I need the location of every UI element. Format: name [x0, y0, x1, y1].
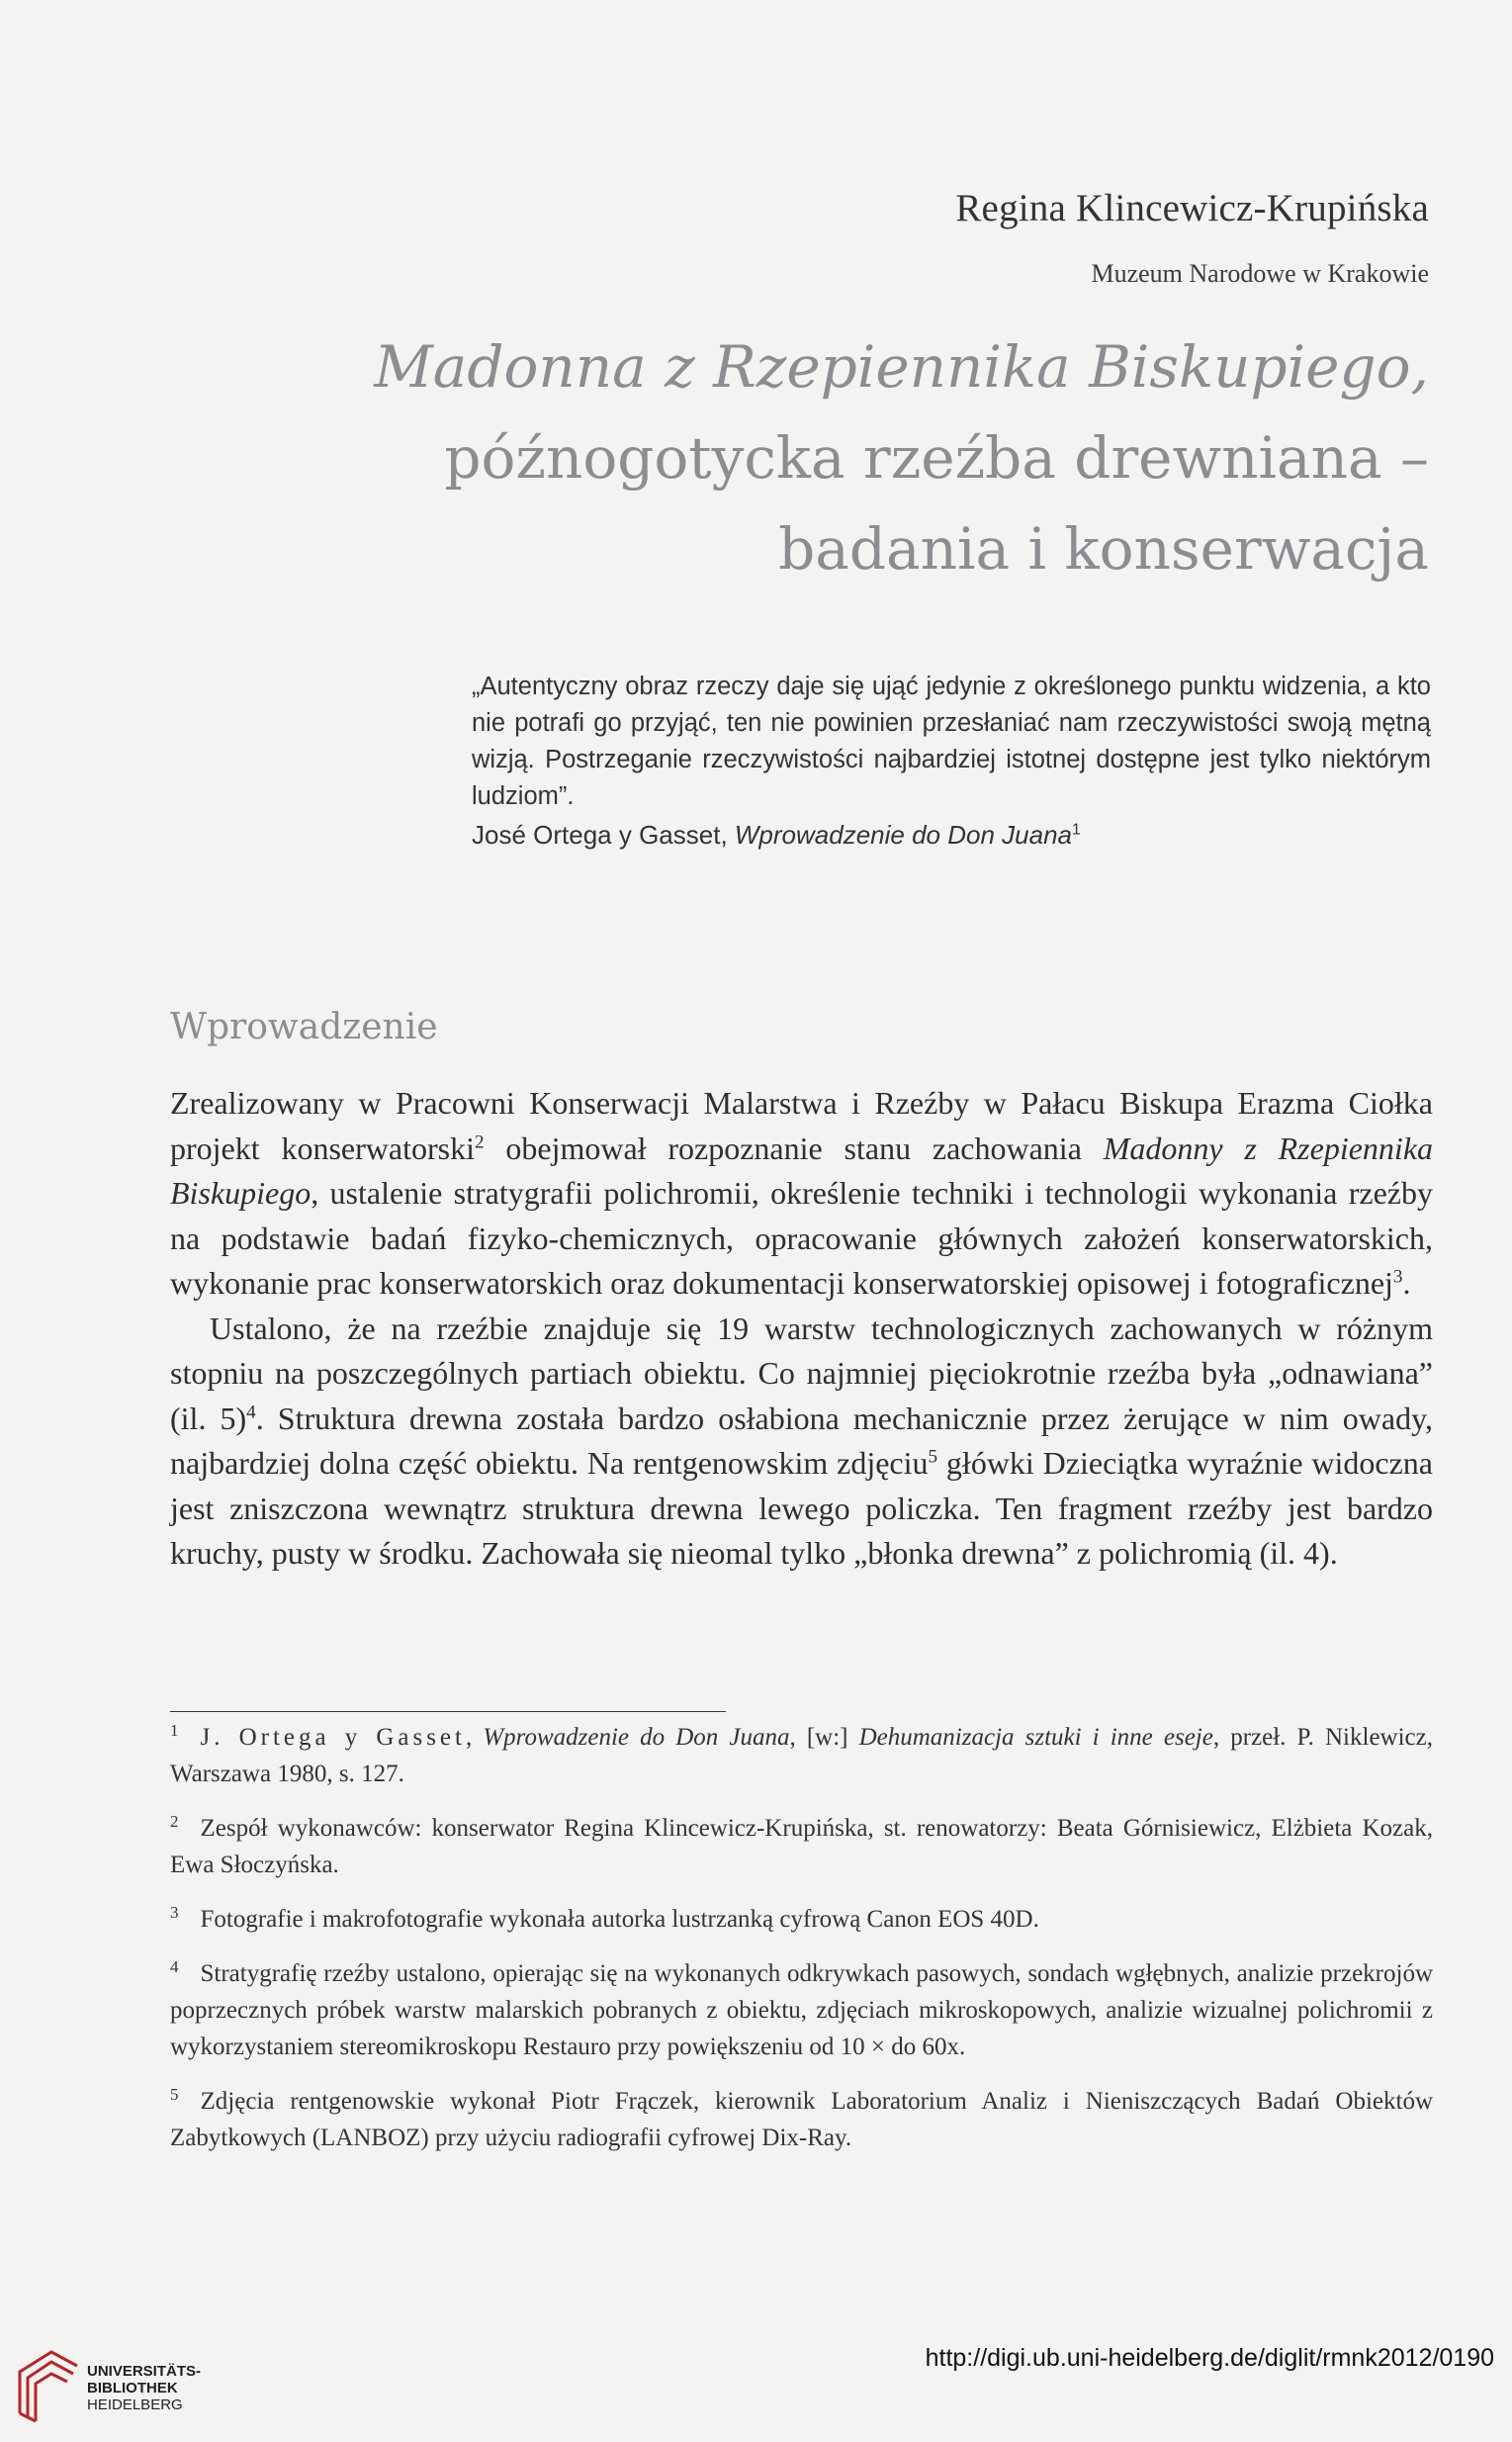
footnote-3 [170, 1901, 1433, 1938]
text-run: . [1402, 1265, 1411, 1301]
title-line-1: Madonna z Rzepiennika Biskupiego, [374, 333, 1429, 401]
paragraph-2 [170, 1307, 1433, 1577]
logo-line: HEIDELBERG [87, 2397, 183, 2413]
paragraph-1 [170, 1081, 1433, 1307]
italic-title: Wprowadzenie do Don Juana [483, 1724, 790, 1751]
italic-title: Dehumanizacja sztuki i inne eseje [858, 1724, 1213, 1751]
footnote-text: Zespół wykonawców: konserwator Regina Klincewicz-Krupińska, st. renowatorzy: Beata Górnisiewicz, Elżbieta Kozak, Ewa Słoczyńska. [170, 1815, 1433, 1878]
italic-title: Madonny z Rzepiennika Biskupiego [170, 1130, 1434, 1211]
footnote-author: J. Ortega y Gasset [200, 1724, 466, 1751]
text-run: Ustalono, że na rzeźbie znajduje się 19 warstw technologicznych zachowanych w różnym stopniu na poszczególnych partiach obiektu. Co najmniej pięciokrotnie rzeźba była „odnawiana” (il. 5) [170, 1310, 1433, 1436]
text-run: Zrealizowany w Pracowni Konserwacji Malarstwa i Rzeźby w Pałacu Biskupa Erazma Ciołka projekt konserwatorski [170, 1085, 1433, 1166]
epigraph-quote: „Autentyczny obraz rzeczy daje się ująć jedynie z określonego punktu widzenia, a kto nie potrafi go przyjąć, ten nie powinien przesłaniać nam rzeczywistości swoją mętną wizją. Postrzeganie rzeczywistości najbardziej istotnej dostępne jest tylko niektórym ludziom”. [472, 673, 1431, 810]
footnote-ref: 3 [1392, 1266, 1403, 1288]
author-name: Regina Klincewicz-Krupińska [955, 187, 1429, 229]
text-run: . Struktura drewna została bardzo osłabiona mechanicznie przez żerujące w nim owady, najbardziej dolna część obiektu. Na rentgenowskim zdjęciu [170, 1400, 1434, 1481]
body-text [170, 1081, 1433, 1577]
footnote-1 [170, 1719, 1433, 1792]
text-run: , przeł. P. Niklewicz, Warszawa 1980, s. 127. [170, 1724, 1433, 1787]
footnote-number: 5 [170, 2084, 179, 2104]
text-run: główki Dzieciątka wyraźnie widoczna jest zniszczona wewnątrz struktura drewna lewego policzka. Ten fragment rzeźby jest bardzo kruchy, pusty w środku. Zachowała się nieomal tylko „błonka drewna” z polichromią (il. 4). [170, 1445, 1433, 1571]
footnote-number: 1 [170, 1720, 179, 1740]
epigraph-author: José Ortega y Gasset, [472, 820, 735, 850]
text-run: obejmował rozpoznanie stanu zachowania [484, 1130, 1104, 1166]
title-line-2: późnogotycka rzeźba drewniana – [444, 424, 1429, 492]
epigraph-citation [472, 820, 1081, 851]
footnote-5 [170, 2083, 1433, 2156]
text-run: , ustalenie stratygrafii polichromii, określenie techniki i technologii wykonania rzeźby na podstawie badań fizyko-chemicznych, opracowanie głównych założeń konserwatorskich, wykonanie prac konserwatorskich oraz dokumentacji konserwatorskiej opisowej i fotograficznej [170, 1175, 1433, 1301]
logo-line: BIBLIOTHEK [87, 2380, 178, 2397]
epigraph-work: Wprowadzenie do Don Juana [734, 820, 1072, 850]
footnote-2 [170, 1810, 1433, 1883]
footnote-text: Stratygrafię rzeźby ustalono, opierając się na wykonanych odkrywkach pasowych, sondach wgłębnych, analizie przekrojów poprzecznych próbek warstw malarskich pobranych z obiektu, zdjęciach mikroskopowych, analizie wizualnej polichromii z wykorzystaniem stereomikroskopu Restauro przy powiększeniu od 10 × do 60x. [170, 1960, 1433, 2060]
section-heading: Wprowadzenie [170, 1007, 438, 1047]
author-affiliation: Muzeum Narodowe w Krakowie [1091, 259, 1429, 288]
footnote-number: 3 [170, 1902, 179, 1922]
footnote-number: 2 [170, 1811, 179, 1831]
footnote-text: Fotografie i makrofotografie wykonała autorka lustrzanką cyfrową Canon EOS 40D. [200, 1906, 1039, 1933]
footnotes [170, 1719, 1433, 2174]
footnote-divider [170, 1711, 726, 1712]
footnote-text: Zdjęcia rentgenowskie wykonał Piotr Frączek, kierownik Laboratorium Analiz i Nieniszczących Badań Obiektów Zabytkowych (LANBOZ) przy użyciu radiografii cyfrowej Dix-Ray. [170, 2088, 1433, 2151]
source-url-link[interactable]: http://digi.ub.uni-heidelberg.de/diglit/rmnk2012/0190 [925, 2344, 1494, 2372]
footnote-ref: 5 [928, 1446, 938, 1468]
title-line-3: badania i konserwacja [778, 515, 1429, 583]
footnote-ref: 4 [246, 1401, 256, 1422]
text-run: , [465, 1724, 484, 1751]
footnote-ref: 1 [1072, 821, 1081, 839]
library-logo-text [87, 2363, 201, 2413]
article-title [242, 321, 1429, 594]
logo-line: UNIVERSITÄTS- [87, 2363, 202, 2380]
footnote-ref: 2 [474, 1131, 485, 1152]
footnote-number: 4 [170, 1956, 179, 1976]
text-run: , [w:] [789, 1724, 859, 1751]
footnote-4 [170, 1955, 1433, 2065]
